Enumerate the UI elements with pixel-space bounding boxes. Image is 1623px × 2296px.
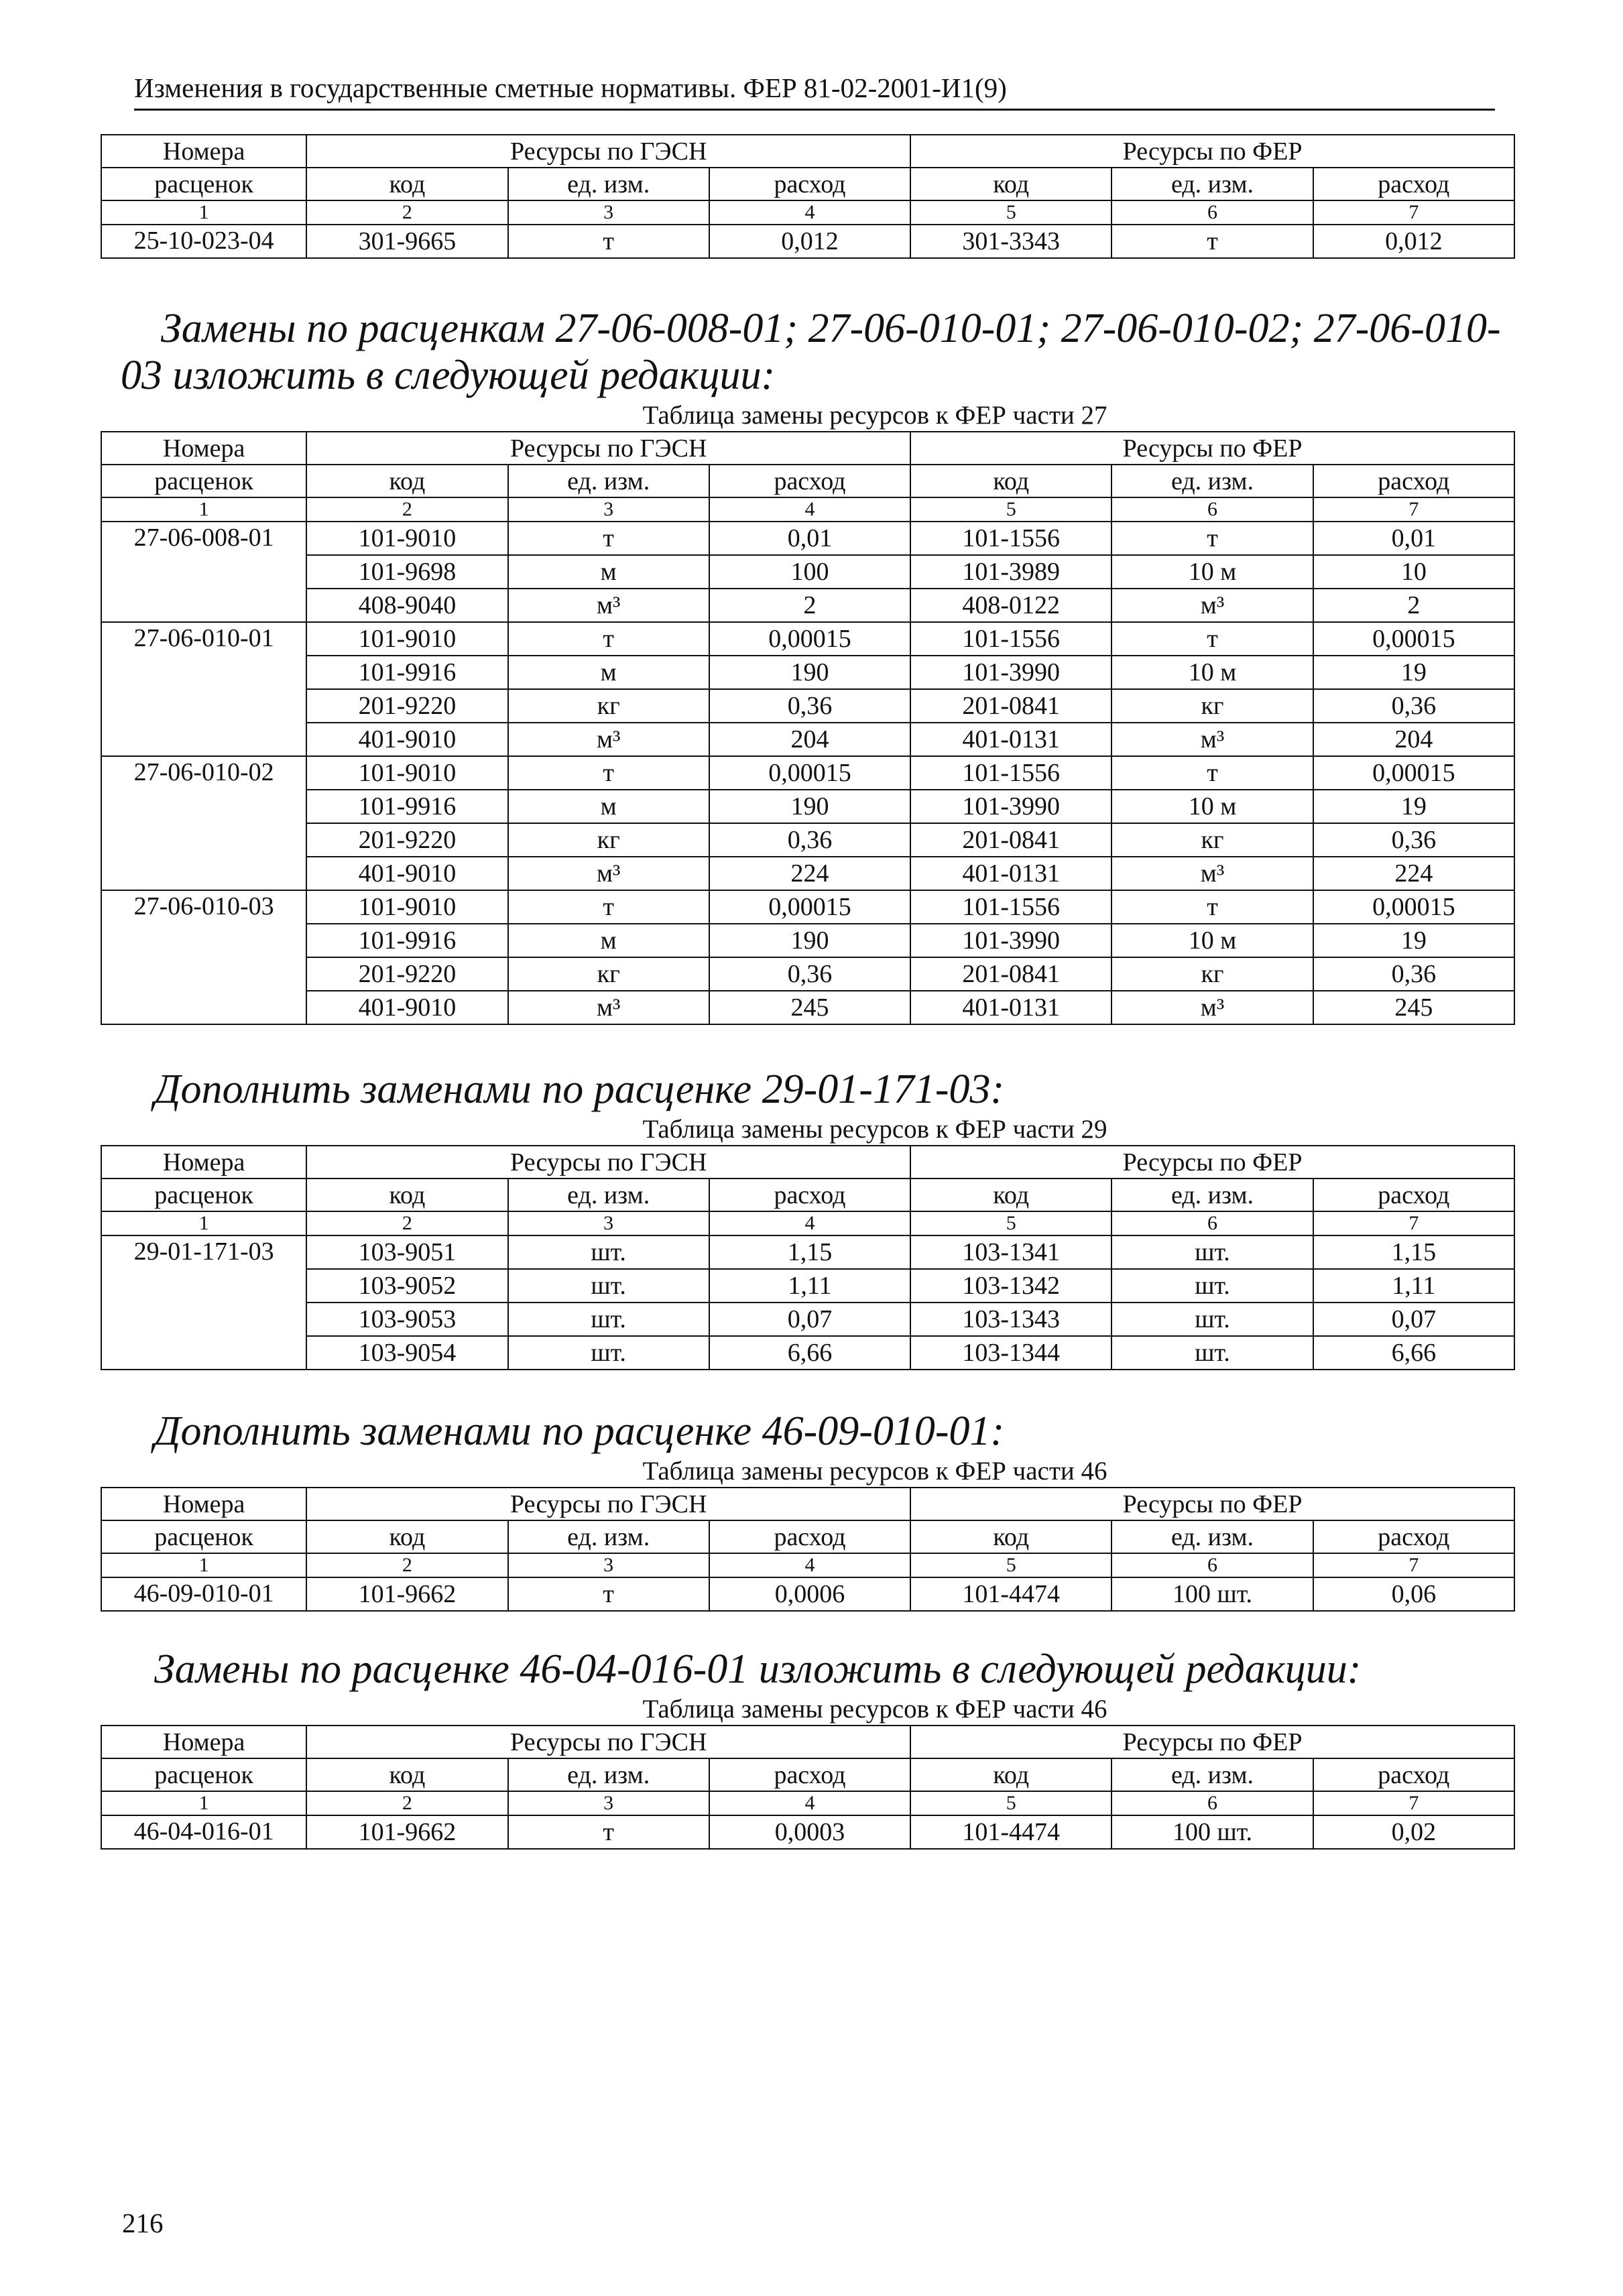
fer-consumption-cell: 19 bbox=[1313, 924, 1514, 957]
header-row bbox=[101, 465, 1514, 497]
gesn-unit-cell: т bbox=[508, 522, 709, 555]
fer-unit-cell: 10 м bbox=[1111, 790, 1313, 823]
gesn-consumption-cell: 190 bbox=[709, 656, 910, 689]
header-row bbox=[101, 1488, 1514, 1520]
header-row bbox=[101, 1146, 1514, 1179]
gesn-code-cell: 101-9698 bbox=[306, 555, 507, 589]
resource-table bbox=[101, 1725, 1515, 1850]
section-heading: Дополнить заменами по расценке 29-01-171-03: bbox=[154, 1067, 1005, 1112]
rate-number-cell: 27-06-010-01 bbox=[101, 622, 306, 756]
gesn-consumption-cell: 2 bbox=[709, 589, 910, 622]
gesn-unit-cell: м bbox=[508, 790, 709, 823]
fer-unit-cell: 10 м bbox=[1111, 656, 1313, 689]
fer-consumption-cell: 1,15 bbox=[1313, 1235, 1514, 1269]
resource-table bbox=[101, 134, 1515, 259]
gesn-consumption-cell: 0,36 bbox=[709, 957, 910, 991]
fer-unit-cell: 10 м bbox=[1111, 555, 1313, 589]
header-gesn-resources: Ресурсы по ГЭСН bbox=[306, 1488, 910, 1520]
header-consumption: расход bbox=[1313, 1179, 1514, 1211]
gesn-unit-cell: т bbox=[508, 225, 709, 258]
header-rate-numbers: Номера bbox=[101, 432, 306, 465]
header-unit: ед. изм. bbox=[508, 1179, 709, 1211]
rate-number-cell: 46-09-010-01 bbox=[101, 1577, 306, 1611]
header-rate-numbers: расценок bbox=[101, 465, 306, 497]
column-index: 7 bbox=[1313, 200, 1514, 225]
header-code: код bbox=[910, 1758, 1111, 1791]
header-fer-resources: Ресурсы по ФЕР bbox=[910, 1146, 1514, 1179]
section-continuation bbox=[101, 134, 1515, 259]
gesn-code-cell: 401-9010 bbox=[306, 857, 507, 890]
fer-unit-cell: кг bbox=[1111, 823, 1313, 857]
column-index: 3 bbox=[508, 1553, 709, 1577]
fer-consumption-cell: 0,00015 bbox=[1313, 622, 1514, 656]
gesn-unit-cell: м³ bbox=[508, 723, 709, 756]
gesn-consumption-cell: 0,36 bbox=[709, 689, 910, 723]
gesn-unit-cell: м³ bbox=[508, 991, 709, 1024]
column-index-row bbox=[101, 1553, 1514, 1577]
gesn-consumption-cell: 0,36 bbox=[709, 823, 910, 857]
fer-code-cell: 103-1343 bbox=[910, 1303, 1111, 1336]
gesn-code-cell: 201-9220 bbox=[306, 957, 507, 991]
header-rate-numbers: Номера bbox=[101, 135, 306, 168]
rate-number-cell: 29-01-171-03 bbox=[101, 1235, 306, 1370]
gesn-code-cell: 201-9220 bbox=[306, 823, 507, 857]
fer-unit-cell: м³ bbox=[1111, 589, 1313, 622]
header-code: код bbox=[910, 1520, 1111, 1553]
fer-code-cell: 101-1556 bbox=[910, 890, 1111, 924]
fer-consumption-cell: 0,01 bbox=[1313, 522, 1514, 555]
header-rate-numbers: Номера bbox=[101, 1146, 306, 1179]
gesn-consumption-cell: 0,00015 bbox=[709, 756, 910, 790]
gesn-unit-cell: шт. bbox=[508, 1235, 709, 1269]
table-row bbox=[101, 790, 1514, 823]
gesn-code-cell: 101-9010 bbox=[306, 622, 507, 656]
running-header: Изменения в государственные сметные нормативы. ФЕР 81-02-2001-И1(9) bbox=[134, 70, 1495, 111]
header-gesn-resources: Ресурсы по ГЭСН bbox=[306, 432, 910, 465]
gesn-code-cell: 103-9053 bbox=[306, 1303, 507, 1336]
table-row bbox=[101, 1577, 1514, 1611]
table-caption: Таблица замены ресурсов к ФЕР части 46 bbox=[642, 1695, 1107, 1724]
header-consumption: расход bbox=[1313, 1758, 1514, 1791]
gesn-consumption-cell: 224 bbox=[709, 857, 910, 890]
gesn-unit-cell: шт. bbox=[508, 1336, 709, 1370]
gesn-consumption-cell: 6,66 bbox=[709, 1336, 910, 1370]
column-index: 5 bbox=[910, 497, 1111, 522]
column-index: 4 bbox=[709, 1553, 910, 1577]
fer-consumption-cell: 0,36 bbox=[1313, 957, 1514, 991]
gesn-consumption-cell: 0,00015 bbox=[709, 890, 910, 924]
column-index: 2 bbox=[306, 1211, 507, 1235]
column-index: 2 bbox=[306, 1553, 507, 1577]
fer-code-cell: 101-1556 bbox=[910, 522, 1111, 555]
gesn-consumption-cell: 1,11 bbox=[709, 1269, 910, 1303]
page-number: 216 bbox=[122, 2208, 164, 2238]
gesn-code-cell: 408-9040 bbox=[306, 589, 507, 622]
fer-code-cell: 103-1344 bbox=[910, 1336, 1111, 1370]
gesn-code-cell: 201-9220 bbox=[306, 689, 507, 723]
column-index-row bbox=[101, 1791, 1514, 1815]
header-fer-resources: Ресурсы по ФЕР bbox=[910, 135, 1514, 168]
gesn-consumption-cell: 0,01 bbox=[709, 522, 910, 555]
column-index: 6 bbox=[1111, 1211, 1313, 1235]
fer-code-cell: 103-1342 bbox=[910, 1269, 1111, 1303]
gesn-consumption-cell: 100 bbox=[709, 555, 910, 589]
header-row bbox=[101, 1726, 1514, 1758]
gesn-unit-cell: т bbox=[508, 756, 709, 790]
gesn-unit-cell: кг bbox=[508, 957, 709, 991]
header-row bbox=[101, 432, 1514, 465]
fer-code-cell: 101-3989 bbox=[910, 555, 1111, 589]
fer-consumption-cell: 0,07 bbox=[1313, 1303, 1514, 1336]
table-row bbox=[101, 1269, 1514, 1303]
column-index-row bbox=[101, 200, 1514, 225]
column-index: 5 bbox=[910, 1553, 1111, 1577]
header-code: код bbox=[306, 1520, 507, 1553]
header-rate-numbers: расценок bbox=[101, 1179, 306, 1211]
table-row bbox=[101, 555, 1514, 589]
section-part-46-b bbox=[101, 1646, 1515, 1850]
fer-consumption-cell: 0,00015 bbox=[1313, 756, 1514, 790]
header-consumption: расход bbox=[709, 1520, 910, 1553]
gesn-unit-cell: шт. bbox=[508, 1303, 709, 1336]
header-rate-numbers: расценок bbox=[101, 168, 306, 200]
fer-code-cell: 401-0131 bbox=[910, 857, 1111, 890]
fer-code-cell: 101-4474 bbox=[910, 1815, 1111, 1849]
header-unit: ед. изм. bbox=[1111, 168, 1313, 200]
gesn-code-cell: 101-9010 bbox=[306, 522, 507, 555]
header-unit: ед. изм. bbox=[1111, 1758, 1313, 1791]
column-index: 6 bbox=[1111, 1553, 1313, 1577]
fer-unit-cell: м³ bbox=[1111, 723, 1313, 756]
rate-number-cell: 46-04-016-01 bbox=[101, 1815, 306, 1849]
column-index: 1 bbox=[101, 1211, 306, 1235]
fer-unit-cell: м³ bbox=[1111, 991, 1313, 1024]
gesn-unit-cell: м³ bbox=[508, 857, 709, 890]
table-row bbox=[101, 924, 1514, 957]
header-code: код bbox=[910, 465, 1111, 497]
fer-consumption-cell: 224 bbox=[1313, 857, 1514, 890]
header-consumption: расход bbox=[709, 465, 910, 497]
header-unit: ед. изм. bbox=[1111, 1520, 1313, 1553]
fer-unit-cell: шт. bbox=[1111, 1269, 1313, 1303]
fer-unit-cell: т bbox=[1111, 522, 1313, 555]
gesn-unit-cell: м bbox=[508, 555, 709, 589]
gesn-code-cell: 101-9010 bbox=[306, 890, 507, 924]
header-consumption: расход bbox=[1313, 465, 1514, 497]
table-row bbox=[101, 1815, 1514, 1849]
fer-consumption-cell: 10 bbox=[1313, 555, 1514, 589]
header-code: код bbox=[910, 1179, 1111, 1211]
table-row bbox=[101, 589, 1514, 622]
header-rate-numbers: расценок bbox=[101, 1758, 306, 1791]
section-heading: Дополнить заменами по расценке 46-09-010-01: bbox=[154, 1408, 1005, 1454]
header-code: код bbox=[306, 465, 507, 497]
section-heading: Замены по расценке 46-04-016-01 изложить в следующей редакции: bbox=[154, 1646, 1362, 1692]
column-index: 6 bbox=[1111, 1791, 1313, 1815]
column-index-row bbox=[101, 1211, 1514, 1235]
gesn-unit-cell: м bbox=[508, 656, 709, 689]
fer-unit-cell: шт. bbox=[1111, 1336, 1313, 1370]
fer-code-cell: 201-0841 bbox=[910, 689, 1111, 723]
fer-unit-cell: т bbox=[1111, 890, 1313, 924]
table-row bbox=[101, 1336, 1514, 1370]
table-row bbox=[101, 957, 1514, 991]
resource-table bbox=[101, 1145, 1515, 1370]
gesn-consumption-cell: 0,0006 bbox=[709, 1577, 910, 1611]
gesn-code-cell: 101-9662 bbox=[306, 1815, 507, 1849]
table-row bbox=[101, 756, 1514, 790]
column-index-row bbox=[101, 497, 1514, 522]
fer-consumption-cell: 1,11 bbox=[1313, 1269, 1514, 1303]
fer-consumption-cell: 0,012 bbox=[1313, 225, 1514, 258]
section-part-27 bbox=[101, 305, 1515, 1025]
fer-code-cell: 101-3990 bbox=[910, 656, 1111, 689]
header-unit: ед. изм. bbox=[508, 465, 709, 497]
column-index: 4 bbox=[709, 200, 910, 225]
fer-unit-cell: шт. bbox=[1111, 1235, 1313, 1269]
column-index: 1 bbox=[101, 1553, 306, 1577]
gesn-unit-cell: т bbox=[508, 890, 709, 924]
header-unit: ед. изм. bbox=[1111, 1179, 1313, 1211]
table-caption: Таблица замены ресурсов к ФЕР части 29 bbox=[642, 1115, 1107, 1144]
table-caption: Таблица замены ресурсов к ФЕР части 27 bbox=[642, 401, 1107, 430]
fer-unit-cell: т bbox=[1111, 622, 1313, 656]
resource-table bbox=[101, 431, 1515, 1025]
gesn-unit-cell: шт. bbox=[508, 1269, 709, 1303]
section-part-29 bbox=[101, 1066, 1515, 1370]
fer-code-cell: 401-0131 bbox=[910, 723, 1111, 756]
header-fer-resources: Ресурсы по ФЕР bbox=[910, 1488, 1514, 1520]
header-consumption: расход bbox=[709, 1758, 910, 1791]
column-index: 5 bbox=[910, 200, 1111, 225]
table-row bbox=[101, 1235, 1514, 1269]
gesn-unit-cell: кг bbox=[508, 689, 709, 723]
gesn-code-cell: 103-9052 bbox=[306, 1269, 507, 1303]
gesn-code-cell: 101-9916 bbox=[306, 656, 507, 689]
column-index: 1 bbox=[101, 497, 306, 522]
rate-number-cell: 27-06-010-03 bbox=[101, 890, 306, 1024]
header-rate-numbers: Номера bbox=[101, 1488, 306, 1520]
gesn-consumption-cell: 245 bbox=[709, 991, 910, 1024]
column-index: 3 bbox=[508, 1791, 709, 1815]
gesn-consumption-cell: 190 bbox=[709, 924, 910, 957]
header-consumption: расход bbox=[1313, 1520, 1514, 1553]
header-consumption: расход bbox=[709, 1179, 910, 1211]
table-row bbox=[101, 1303, 1514, 1336]
table-row bbox=[101, 890, 1514, 924]
fer-consumption-cell: 204 bbox=[1313, 723, 1514, 756]
header-code: код bbox=[306, 168, 507, 200]
column-index: 7 bbox=[1313, 497, 1514, 522]
table-row bbox=[101, 689, 1514, 723]
table-row bbox=[101, 522, 1514, 555]
column-index: 7 bbox=[1313, 1791, 1514, 1815]
table-caption: Таблица замены ресурсов к ФЕР части 46 bbox=[642, 1457, 1107, 1486]
table-row bbox=[101, 823, 1514, 857]
fer-code-cell: 401-0131 bbox=[910, 991, 1111, 1024]
fer-consumption-cell: 0,00015 bbox=[1313, 890, 1514, 924]
gesn-consumption-cell: 0,0003 bbox=[709, 1815, 910, 1849]
column-index: 6 bbox=[1111, 497, 1313, 522]
fer-consumption-cell: 0,06 bbox=[1313, 1577, 1514, 1611]
header-row bbox=[101, 1179, 1514, 1211]
fer-code-cell: 103-1341 bbox=[910, 1235, 1111, 1269]
gesn-consumption-cell: 190 bbox=[709, 790, 910, 823]
fer-code-cell: 101-3990 bbox=[910, 790, 1111, 823]
column-index: 3 bbox=[508, 1211, 709, 1235]
header-unit: ед. изм. bbox=[508, 1758, 709, 1791]
fer-code-cell: 201-0841 bbox=[910, 957, 1111, 991]
section-heading: Замены по расценкам 27-06-008-01; 27-06-010-01; 27-06-010-02; 27-06-010-03 изложить в следующей редакции: bbox=[121, 306, 1501, 398]
header-row bbox=[101, 168, 1514, 200]
gesn-code-cell: 101-9010 bbox=[306, 756, 507, 790]
gesn-consumption-cell: 0,012 bbox=[709, 225, 910, 258]
column-index: 7 bbox=[1313, 1553, 1514, 1577]
rate-number-cell: 27-06-008-01 bbox=[101, 522, 306, 622]
table-row bbox=[101, 225, 1514, 258]
gesn-code-cell: 401-9010 bbox=[306, 991, 507, 1024]
section-part-46-a bbox=[101, 1408, 1515, 1612]
header-fer-resources: Ресурсы по ФЕР bbox=[910, 432, 1514, 465]
header-row bbox=[101, 135, 1514, 168]
gesn-code-cell: 101-9916 bbox=[306, 924, 507, 957]
column-index: 1 bbox=[101, 200, 306, 225]
gesn-consumption-cell: 0,00015 bbox=[709, 622, 910, 656]
fer-consumption-cell: 6,66 bbox=[1313, 1336, 1514, 1370]
gesn-code-cell: 103-9051 bbox=[306, 1235, 507, 1269]
fer-unit-cell: кг bbox=[1111, 689, 1313, 723]
table-row bbox=[101, 656, 1514, 689]
column-index: 5 bbox=[910, 1211, 1111, 1235]
header-consumption: расход bbox=[1313, 168, 1514, 200]
fer-code-cell: 101-1556 bbox=[910, 622, 1111, 656]
gesn-code-cell: 101-9662 bbox=[306, 1577, 507, 1611]
header-code: код bbox=[306, 1758, 507, 1791]
fer-unit-cell: 100 шт. bbox=[1111, 1577, 1313, 1611]
fer-unit-cell: т bbox=[1111, 225, 1313, 258]
gesn-code-cell: 103-9054 bbox=[306, 1336, 507, 1370]
fer-code-cell: 201-0841 bbox=[910, 823, 1111, 857]
column-index: 1 bbox=[101, 1791, 306, 1815]
table-row bbox=[101, 991, 1514, 1024]
column-index: 4 bbox=[709, 1791, 910, 1815]
header-code: код bbox=[306, 1179, 507, 1211]
fer-code-cell: 101-4474 bbox=[910, 1577, 1111, 1611]
fer-unit-cell: т bbox=[1111, 756, 1313, 790]
fer-unit-cell: 100 шт. bbox=[1111, 1815, 1313, 1849]
header-unit: ед. изм. bbox=[1111, 465, 1313, 497]
fer-code-cell: 101-3990 bbox=[910, 924, 1111, 957]
header-rate-numbers: расценок bbox=[101, 1520, 306, 1553]
fer-code-cell: 408-0122 bbox=[910, 589, 1111, 622]
gesn-code-cell: 401-9010 bbox=[306, 723, 507, 756]
column-index: 7 bbox=[1313, 1211, 1514, 1235]
gesn-unit-cell: т bbox=[508, 622, 709, 656]
column-index: 3 bbox=[508, 200, 709, 225]
fer-code-cell: 101-1556 bbox=[910, 756, 1111, 790]
header-code: код bbox=[910, 168, 1111, 200]
table-row bbox=[101, 857, 1514, 890]
header-gesn-resources: Ресурсы по ГЭСН bbox=[306, 1146, 910, 1179]
fer-consumption-cell: 0,36 bbox=[1313, 823, 1514, 857]
fer-unit-cell: м³ bbox=[1111, 857, 1313, 890]
gesn-unit-cell: т bbox=[508, 1815, 709, 1849]
rate-number-cell: 27-06-010-02 bbox=[101, 756, 306, 890]
column-index: 4 bbox=[709, 497, 910, 522]
gesn-consumption-cell: 0,07 bbox=[709, 1303, 910, 1336]
header-gesn-resources: Ресурсы по ГЭСН bbox=[306, 135, 910, 168]
fer-consumption-cell: 245 bbox=[1313, 991, 1514, 1024]
header-row bbox=[101, 1520, 1514, 1553]
gesn-unit-cell: кг bbox=[508, 823, 709, 857]
column-index: 5 bbox=[910, 1791, 1111, 1815]
column-index: 4 bbox=[709, 1211, 910, 1235]
fer-consumption-cell: 0,02 bbox=[1313, 1815, 1514, 1849]
fer-unit-cell: кг bbox=[1111, 957, 1313, 991]
fer-code-cell: 301-3343 bbox=[910, 225, 1111, 258]
header-row bbox=[101, 1758, 1514, 1791]
header-gesn-resources: Ресурсы по ГЭСН bbox=[306, 1726, 910, 1758]
fer-consumption-cell: 19 bbox=[1313, 790, 1514, 823]
fer-unit-cell: шт. bbox=[1111, 1303, 1313, 1336]
gesn-code-cell: 301-9665 bbox=[306, 225, 507, 258]
header-consumption: расход bbox=[709, 168, 910, 200]
fer-consumption-cell: 19 bbox=[1313, 656, 1514, 689]
gesn-consumption-cell: 1,15 bbox=[709, 1235, 910, 1269]
column-index: 2 bbox=[306, 497, 507, 522]
header-unit: ед. изм. bbox=[508, 1520, 709, 1553]
column-index: 2 bbox=[306, 200, 507, 225]
rate-number-cell: 25-10-023-04 bbox=[101, 225, 306, 258]
header-unit: ед. изм. bbox=[508, 168, 709, 200]
fer-unit-cell: 10 м bbox=[1111, 924, 1313, 957]
gesn-consumption-cell: 204 bbox=[709, 723, 910, 756]
table-row bbox=[101, 723, 1514, 756]
gesn-unit-cell: т bbox=[508, 1577, 709, 1611]
gesn-unit-cell: м bbox=[508, 924, 709, 957]
header-rate-numbers: Номера bbox=[101, 1726, 306, 1758]
fer-consumption-cell: 2 bbox=[1313, 589, 1514, 622]
header-fer-resources: Ресурсы по ФЕР bbox=[910, 1726, 1514, 1758]
resource-table bbox=[101, 1487, 1515, 1612]
column-index: 3 bbox=[508, 497, 709, 522]
column-index: 2 bbox=[306, 1791, 507, 1815]
gesn-code-cell: 101-9916 bbox=[306, 790, 507, 823]
column-index: 6 bbox=[1111, 200, 1313, 225]
gesn-unit-cell: м³ bbox=[508, 589, 709, 622]
fer-consumption-cell: 0,36 bbox=[1313, 689, 1514, 723]
table-row bbox=[101, 622, 1514, 656]
